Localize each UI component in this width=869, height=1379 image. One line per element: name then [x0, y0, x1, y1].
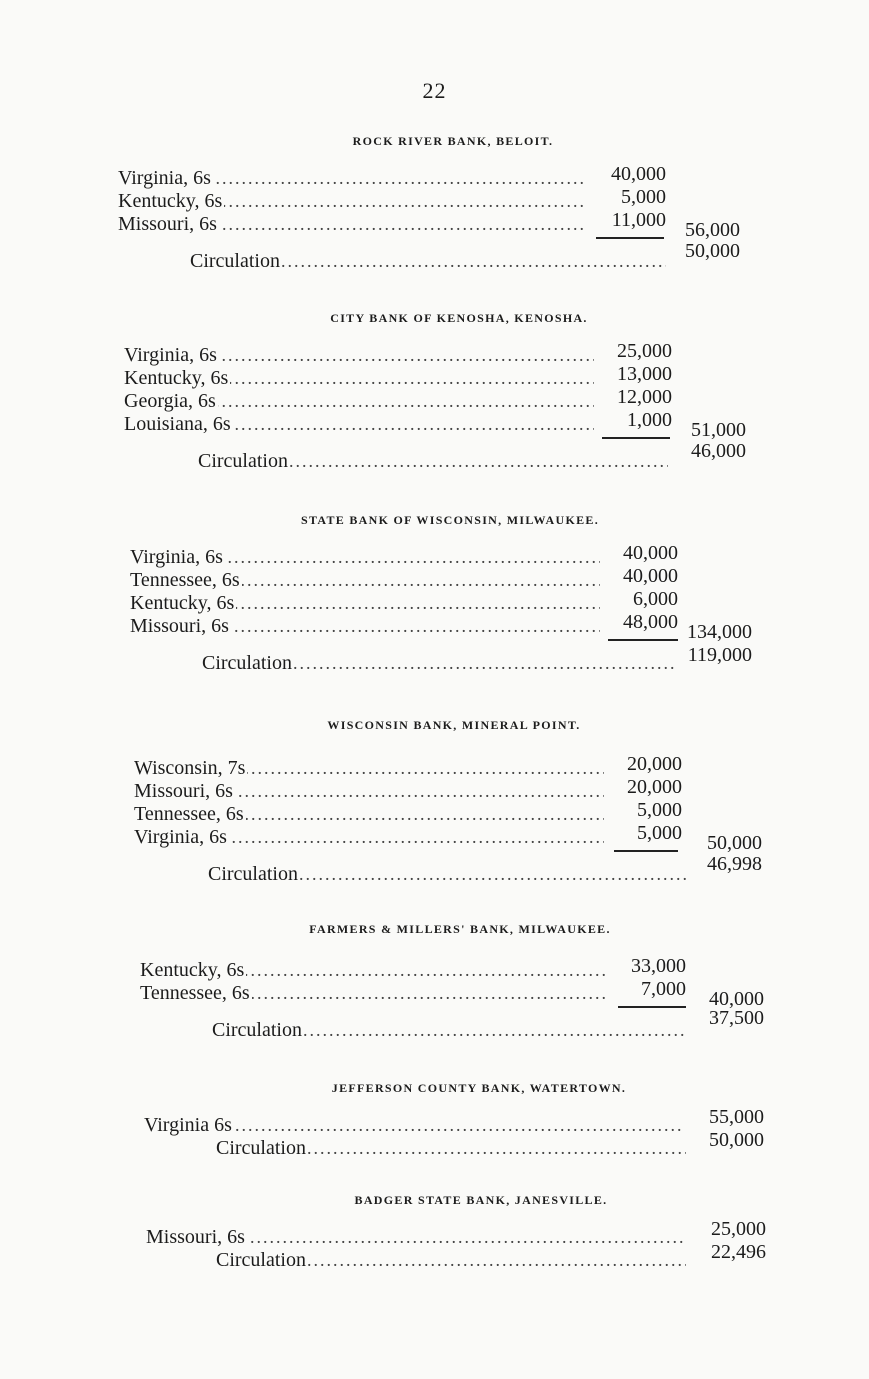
subtotal-rule	[596, 237, 664, 239]
bond-amount: 33,000	[631, 955, 686, 977]
bond-name: Missouri, 6s	[146, 1226, 245, 1248]
circulation-row	[130, 644, 770, 675]
bond-amount: 20,000	[627, 776, 682, 798]
bond-name: Missouri, 6s	[130, 615, 229, 637]
bank-title: WISCONSIN BANK, MINERAL POINT.	[327, 718, 581, 732]
bond-name: Kentucky, 6s	[130, 592, 235, 614]
circulation-label: Circulation	[202, 652, 292, 674]
bond-name: Tennessee, 6s	[140, 982, 250, 1004]
bond-amount: 55,000	[709, 1106, 764, 1128]
bond-name: Tennessee, 6s	[134, 803, 244, 825]
bank-section-state-bank	[130, 513, 770, 675]
bond-row	[118, 209, 758, 241]
bond-name: Georgia, 6s	[124, 390, 216, 412]
bond-name: Louisiana, 6s	[124, 413, 231, 435]
circulation-row	[118, 240, 758, 273]
bond-amount: 40,000	[623, 542, 678, 564]
circulation-amount: 50,000	[685, 240, 740, 262]
bond-amount: 40,000	[623, 565, 678, 587]
bond-amount: 12,000	[617, 386, 672, 408]
circulation-amount: 37,500	[709, 1007, 764, 1029]
bond-row	[124, 409, 764, 441]
bond-name: Tennessee, 6s	[130, 569, 240, 591]
bond-row	[140, 978, 780, 1010]
bond-amount: 48,000	[623, 611, 678, 633]
bond-amount: 5,000	[637, 822, 682, 844]
circulation-amount: 50,000	[709, 1129, 764, 1151]
circulation-label: Circulation	[190, 250, 280, 272]
bond-name: Wisconsin, 7s	[134, 757, 246, 779]
bank-title: BADGER STATE BANK, JANESVILLE.	[354, 1193, 608, 1207]
circulation-label: Circulation	[212, 1019, 302, 1041]
circulation-amount: 46,000	[691, 440, 746, 462]
page-number: 22	[422, 78, 447, 103]
bank-title: JEFFERSON COUNTY BANK, WATERTOWN.	[331, 1081, 627, 1095]
bank-section-jefferson-county	[144, 1081, 784, 1160]
bond-amount: 5,000	[621, 186, 666, 208]
bank-title: STATE BANK OF WISCONSIN, MILWAUKEE.	[300, 513, 599, 527]
circulation-row	[144, 1129, 784, 1160]
bond-amount: 25,000	[711, 1218, 766, 1240]
bank-total: 50,000	[707, 832, 762, 854]
bond-amount: 25,000	[617, 340, 672, 362]
circulation-row	[140, 1007, 780, 1042]
bond-name: Kentucky, 6s	[140, 959, 245, 981]
bond-row	[130, 611, 770, 643]
bank-total: 51,000	[691, 419, 746, 441]
bank-title: FARMERS & MILLERS' BANK, MILWAUKEE.	[309, 922, 611, 936]
bank-title: ROCK RIVER BANK, BELOIT.	[352, 134, 554, 148]
subtotal-rule	[614, 850, 678, 852]
bank-total: 56,000	[685, 219, 740, 241]
circulation-amount: 22,496	[711, 1241, 766, 1263]
circulation-row	[146, 1241, 786, 1272]
bond-name: Virginia, 6s	[118, 167, 211, 189]
bond-amount: 11,000	[611, 209, 666, 231]
bond-name: Missouri, 6s	[118, 213, 217, 235]
bond-row	[134, 822, 774, 854]
bond-amount: 1,000	[627, 409, 672, 431]
bond-amount: 5,000	[637, 799, 682, 821]
bond-amount: 20,000	[627, 753, 682, 775]
bond-amount: 7,000	[641, 978, 686, 1000]
bond-name: Virginia, 6s	[130, 546, 223, 568]
bond-name: Virginia 6s	[144, 1114, 232, 1136]
bond-amount: 13,000	[617, 363, 672, 385]
bank-section-badger-state	[146, 1193, 786, 1272]
subtotal-rule	[608, 639, 678, 641]
bank-section-rock-river	[118, 134, 758, 273]
bond-amount: 6,000	[633, 588, 678, 610]
circulation-row	[134, 853, 774, 886]
bond-name: Missouri, 6s	[134, 780, 233, 802]
bond-amount: 40,000	[611, 163, 666, 185]
circulation-label: Circulation	[208, 863, 298, 885]
circulation-label: Circulation	[216, 1249, 306, 1271]
subtotal-rule	[602, 437, 670, 439]
bank-section-mineral-point	[134, 718, 774, 886]
circulation-amount: 46,998	[707, 853, 762, 875]
bank-total: 134,000	[687, 621, 752, 643]
circulation-label: Circulation	[216, 1137, 306, 1159]
bond-name: Kentucky, 6s	[118, 190, 223, 212]
circulation-row	[124, 440, 764, 473]
circulation-amount: 119,000	[687, 644, 752, 666]
bond-name: Virginia, 6s	[124, 344, 217, 366]
bond-name: Virginia, 6s	[134, 826, 227, 848]
bank-total: 40,000	[709, 988, 764, 1010]
bank-title: CITY BANK OF KENOSHA, KENOSHA.	[330, 311, 588, 325]
subtotal-rule	[618, 1006, 686, 1008]
circulation-label: Circulation	[198, 450, 288, 472]
bank-section-farmers-millers	[140, 922, 780, 1042]
bank-section-kenosha	[124, 311, 764, 473]
bond-name: Kentucky, 6s	[124, 367, 229, 389]
